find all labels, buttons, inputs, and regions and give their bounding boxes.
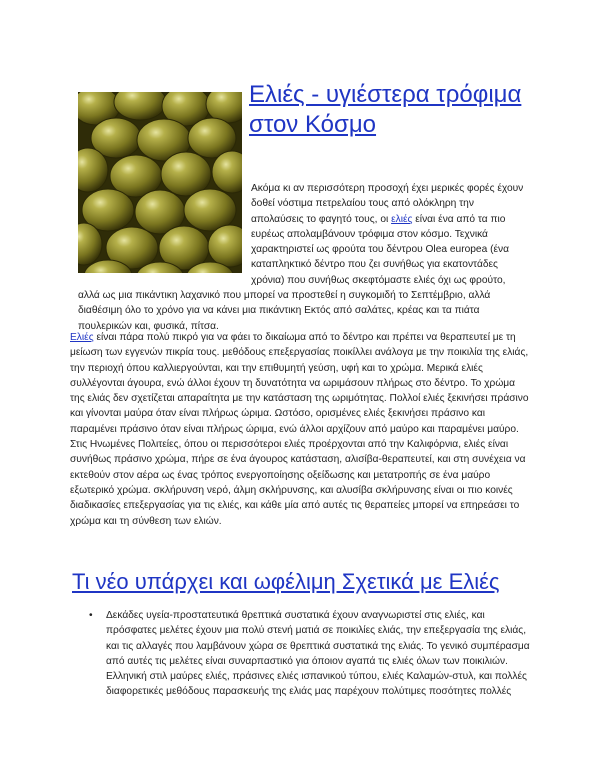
intro-line: δοθεί νόστιμα πετρελαίου τους από ολόκληρη την <box>251 198 474 210</box>
intro-line: χαρακτηριστεί ως φρούτα του δέντρου Olea europea (ένα <box>251 244 509 256</box>
olives-link[interactable]: ελιές <box>391 213 413 225</box>
olives-link[interactable]: Ελιές <box>70 332 94 343</box>
intro-paragraph <box>78 181 530 334</box>
intro-line: Ακόμα κι αν περισσότερη προσοχή έχει μερικές φορές έχουν <box>251 183 524 194</box>
intro-line: απολαύσεις το φαγητό τους, οι ελιές είναι ένα από τα πιο <box>251 213 506 225</box>
body-paragraph <box>70 330 530 529</box>
bullet-icon: • <box>89 610 93 621</box>
page-title: Ελιές - υγιέστερα τρόφιμα στον Κόσμο <box>249 81 522 138</box>
intro-line: ευρέως απολαμβάνουν τρόφιμα στον κόσμο. Τεχνικά <box>251 228 488 240</box>
intro-rest: καταπληκτικό δέντρο που ζει συνήθως για εκατοντάδες χρόνια) που συνήθως σκεφτόμαστε ελιές όχι ως φρούτο, αλλά ως μια πικάντικη λαχανικό που μπορεί να προστεθεί η συγκομιδή το Σεπτέμβριο, αλλά διαθέσιμη όλο το χρόνο για να κάνει μια πικάντικη Εκτός από σαλάτες, κρέας και τα πιάτα πουλερικών και, φυσικά, πίτσα. <box>78 259 506 332</box>
body-paragraph-text: είναι πάρα πολύ πικρό για να φάει το δικαίωμα από το δέντρο και πρέπει να θεραπευτεί με τη μείωση των εγγενών πικρία τους. μεθόδους επεξεργασίας ποικίλλει ανάλογα με την ποικιλία της ελιάς, την περιοχή όπου καλλιεργούνται, και την επιθυμητή γεύση, υφή και το χρώμα. Μερικά ελιές συλλέγονται άγουρα, ενώ άλλοι έχουν τη δυνατότητα να ωριμάσουν πλήρως στο δέντρο. Το χρώμα της ελιάς δεν σχετίζεται απαραίτητα με την κατάσταση της ωριμότητας. Πολλοί ελιές ξεκινήσει πράσινο και γίνονται μαύρα όταν είναι πλήρως ώριμα. Ωστόσο, ορισμένες ελιές ξεκινήσει πράσινο και παραμένει πράσινο όταν είναι πλήρως ώριμα, ενώ άλλοι αρχίζουν από μαύρο και παραμένει μαύρο. Στις Ηνωμένες Πολιτείες, όπου οι περισσότεροι ελιές προέρχονται από την Καλιφόρνια, ελιές είναι συνήθως πράσινο χρώμα, πήρε σε ένα άγουρος κατάσταση, αλισίβα-θεραπευτεί, και στη συνέχεια να εκτεθούν στον αέρα ως ένας τρόπος ενεργοποίησης οξείδωσης και μετατροπής σε ένα μαύρο εξωτερικό χρώμα. σκλήρυνση νερό, άλμη σκλήρυνσης, και αλυσίβα σκλήρυνσης είναι οι πιο κοινές διαδικασίες επεξεργασίας για τις ελιές, και κάθε μία από αυτές τις θεραπείες μπορεί να επηρεάσει το χρώμα και τη σύνθεση των ελιών. <box>70 332 529 527</box>
section-heading: Τι νέο υπάρχει και ωφέλιμη Σχετικά με Ελιές <box>72 569 500 594</box>
list-item <box>86 608 530 700</box>
list-item-text: Δεκάδες υγεία-προστατευτικά θρεπτικά συστατικά έχουν αναγνωριστεί στις ελιές, και πρόσφατες μελέτες έχουν μια πολύ στενή ματιά σε ποικιλίες ελιάς, την επεξεργασία της ελιάς, και τις αλλαγές που λαμβάνουν χώρα σε θρεπτικά συστατικά της ελιάς. Το γενικό συμπέρασμα από αυτές τις μελέτες είναι συναρπαστικό για όποιον αγαπά τις ελιές όλων των ποικιλιών. Ελληνική στιλ μαύρες ελιές, πράσινες ελιές ισπανικού τύπου, ελιές Καλαμών-στυλ, και πολλές διαφορετικές μεθόδους παρασκευής της ελιάς μας παρέχουν πολύτιμες ποσότητες πολλές <box>106 610 530 698</box>
bullet-list <box>86 608 530 700</box>
